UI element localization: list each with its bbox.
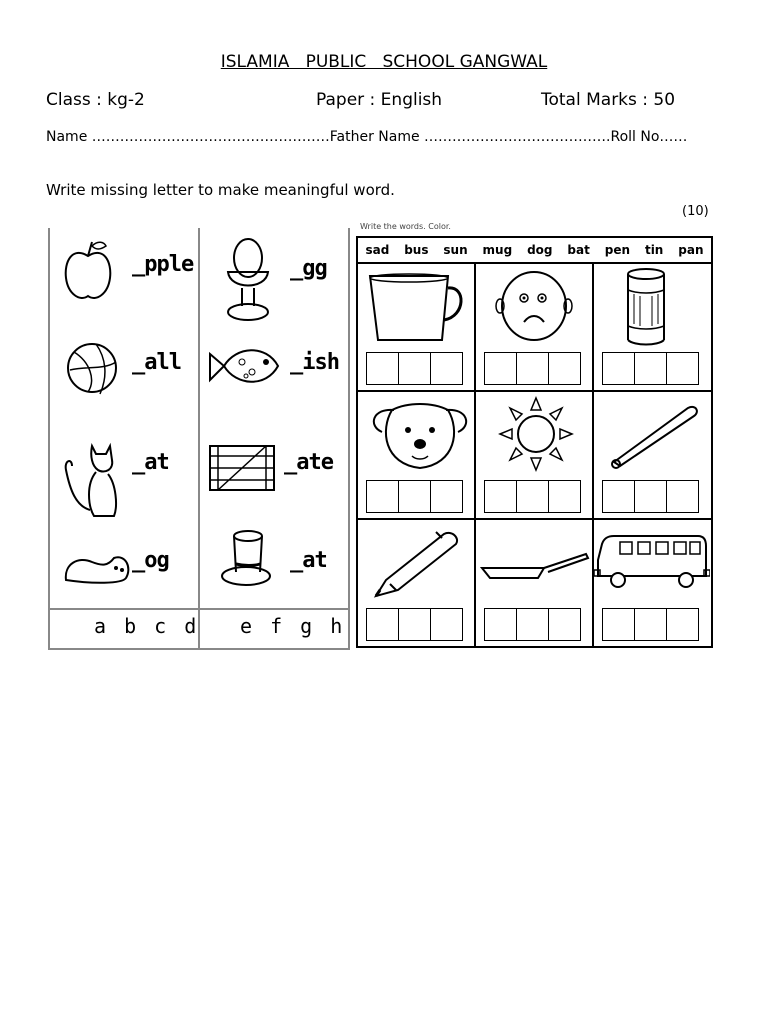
class-label: Class : kg-2 [46, 90, 145, 110]
total-marks-label: Total Marks : 50 [541, 90, 676, 110]
bus-icon [594, 534, 710, 592]
missing-word: _og [132, 548, 169, 573]
answer-boxes[interactable] [602, 608, 698, 641]
answer-boxes[interactable] [602, 480, 698, 513]
missing-word: _at [132, 450, 169, 475]
tin-can-icon [624, 266, 668, 348]
word-bank-item: dog [527, 243, 553, 257]
pan-icon [478, 550, 590, 580]
missing-word: _ate [284, 450, 333, 475]
word-bank-item: tin [644, 243, 664, 257]
school-title: ISLAMIA PUBLIC SCHOOL GANGWAL [220, 52, 548, 72]
answer-boxes[interactable] [484, 608, 580, 641]
gate-icon [206, 442, 278, 494]
missing-word: _all [132, 350, 181, 375]
question-marks: (10) [682, 204, 709, 219]
answer-boxes[interactable] [366, 608, 462, 641]
fish-icon [206, 340, 282, 394]
word-bank-item: sun [443, 243, 468, 257]
paper-label: Paper : English [316, 90, 443, 110]
worksheet-caption: Write the words. Color. [360, 222, 451, 231]
letter-options-left: a b c d [94, 614, 200, 638]
word-bank-item: mug [482, 243, 513, 257]
letter-options-right: e f g h [240, 614, 346, 638]
pen-icon [372, 528, 464, 600]
answer-boxes[interactable] [366, 352, 462, 385]
answer-boxes[interactable] [484, 480, 580, 513]
hat-icon [218, 528, 274, 590]
mug-icon [366, 270, 466, 346]
sun-icon [496, 394, 576, 474]
word-bank-item: bus [404, 243, 429, 257]
word-bank-item: bat [567, 243, 590, 257]
dog-icon [62, 544, 134, 588]
word-bank-item: sad [365, 243, 390, 257]
missing-word: _at [290, 548, 327, 573]
word-bank-item: pan [678, 243, 704, 257]
missing-word: _gg [290, 256, 327, 281]
sad-face-icon [492, 268, 576, 344]
answer-boxes[interactable] [366, 480, 462, 513]
apple-icon [62, 238, 114, 304]
dog-face-icon [368, 402, 472, 474]
egg-icon [222, 236, 274, 326]
word-bank-item: pen [604, 243, 631, 257]
question-instruction: Write missing letter to make meaningful word. [46, 181, 395, 199]
answer-boxes[interactable] [602, 352, 698, 385]
word-bank [358, 238, 711, 264]
student-info-line: Name ……………………………………………Father Name ………………………………….Roll No…… [46, 129, 688, 145]
cat-icon [62, 440, 124, 520]
bat-icon [604, 400, 700, 470]
ball-icon [66, 340, 118, 396]
missing-word: _ish [290, 350, 339, 375]
answer-boxes[interactable] [484, 352, 580, 385]
missing-word: _pple [132, 252, 194, 277]
